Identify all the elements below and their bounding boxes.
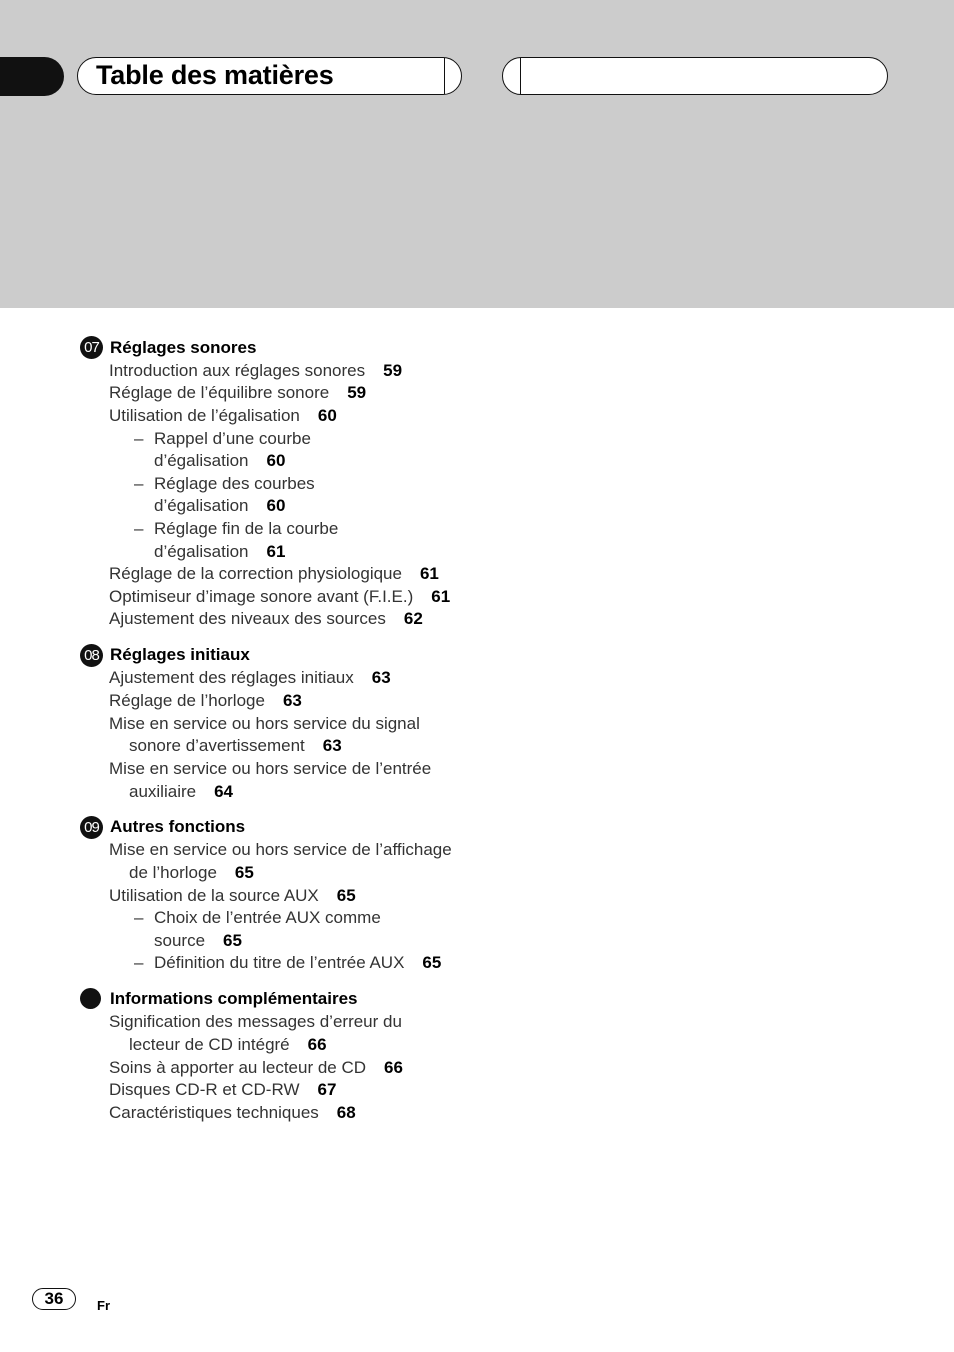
section-number-badge: 09 [80,816,103,839]
toc-entry-page: 60 [266,451,286,470]
toc-entry[interactable] [109,759,431,779]
toc-entry-page: 65 [223,931,242,950]
toc-entry-text: Caractéristiques techniques [109,1103,319,1122]
toc-entry-text: Mise en service ou hors service de l’affichage [109,840,452,859]
toc-entry-text: d’égalisation [154,451,249,470]
toc-entry-page: 61 [266,542,286,561]
section-title[interactable]: Réglages initiaux [110,645,250,664]
toc-entry-text: de l’horloge [129,863,217,882]
toc-entry-text: Mise en service ou hors service de l’entrée [109,759,432,778]
toc-entry-text: Rappel d’une courbe [154,429,311,448]
toc-entry-text: Mise en service ou hors service du signal [109,714,420,733]
toc-sub-entry-cont[interactable] [154,451,285,471]
toc-entry-text: lecteur de CD intégré [129,1035,290,1054]
toc-entry-page: 64 [214,782,234,801]
sub-entry-dash: – [134,908,144,927]
toc-entry[interactable] [109,361,402,381]
page-number: 36 [32,1288,76,1310]
toc-entry-page: 66 [384,1058,403,1077]
toc-entry[interactable] [109,691,302,711]
toc-entry-cont[interactable] [129,736,342,756]
toc-entry-page: 59 [347,383,367,402]
sub-entry-dash: – [134,519,144,538]
toc-entry-text: Signification des messages d’erreur du [109,1012,402,1031]
toc-entry-text: Réglage de l’équilibre sonore [109,383,330,402]
toc-entry-page: 65 [422,953,442,972]
toc-sub-entry-cont[interactable] [154,931,242,951]
toc-entry-text: Utilisation de la source AUX [109,886,319,905]
toc-entry-text: Utilisation de l’égalisation [109,406,300,425]
toc-entry[interactable] [109,1103,356,1123]
toc-entry-text: d’égalisation [154,496,249,515]
toc-entry-page: 60 [317,406,337,425]
toc-entry-text: Introduction aux réglages sonores [109,361,366,380]
toc-entry-text: Optimiseur d’image sonore avant (F.I.E.) [109,587,414,606]
sub-entry-dash: – [134,953,144,972]
toc-entry-text: Disques CD-R et CD-RW [109,1080,300,1099]
toc-entry-text: Réglage des courbes [154,474,315,493]
toc-entry-text: auxiliaire [129,782,197,801]
toc-entry[interactable] [109,1080,336,1100]
sub-entry-dash: – [134,429,144,448]
toc-sub-entry[interactable] [154,519,338,539]
toc-entry-page: 65 [336,886,356,905]
toc-entry-text: Ajustement des réglages initiaux [109,668,354,687]
toc-sub-entry[interactable] [154,474,315,494]
toc-entry-text: d’égalisation [154,542,249,561]
toc-entry[interactable] [109,714,420,734]
toc-entry-cont[interactable] [129,1035,327,1055]
toc-entry-text: Réglage de l’horloge [109,691,265,710]
toc-entry[interactable] [109,587,450,607]
toc-entry-page: 63 [322,736,342,755]
toc-entry-page: 63 [371,668,391,687]
language-code: Fr [97,1298,110,1313]
toc-entry[interactable] [109,1058,403,1078]
toc-sub-entry-cont[interactable] [154,496,285,516]
toc-entry[interactable] [109,886,356,906]
toc-entry-page: 61 [431,587,451,606]
toc-entry-text: sonore d’avertissement [129,736,305,755]
toc-sub-entry[interactable] [154,429,311,449]
toc-sub-entry[interactable] [154,953,441,973]
sub-entry-dash: – [134,474,144,493]
toc-entry[interactable] [109,1012,402,1032]
toc-entry-text: source [154,931,206,950]
toc-entry-page: 60 [266,496,286,515]
toc-entry[interactable] [109,668,391,688]
toc-entry-page: 66 [307,1035,327,1054]
toc-entry-page: 63 [282,691,302,710]
toc-entry[interactable] [109,383,366,403]
section-title[interactable]: Informations complémentaires [110,989,358,1008]
toc-entry-page: 65 [234,863,254,882]
toc-sub-entry-cont[interactable] [154,542,285,562]
toc-entry-page: 68 [336,1103,356,1122]
page-title: Table des matières [96,60,334,90]
toc-entry-text: Soins à apporter au lecteur de CD [109,1058,367,1077]
section-title[interactable]: Réglages sonores [110,338,257,357]
toc-entry-text: Ajustement des niveaux des sources [109,609,386,628]
section-number-badge: 07 [80,336,103,359]
toc-entry[interactable] [109,840,452,860]
toc-entry-page: 61 [419,564,439,583]
toc-entry-text: Réglage fin de la courbe [154,519,339,538]
toc-sub-entry[interactable] [154,908,381,928]
section-bullet-badge [80,988,101,1009]
toc-entry-page: 59 [383,361,403,380]
toc-entry-cont[interactable] [129,863,254,883]
toc-entry[interactable] [109,564,439,584]
toc-entry-page: 62 [403,609,423,628]
toc-entry-text: Réglage de la correction physiologique [109,564,402,583]
toc-entry[interactable] [109,609,423,629]
toc-entry-cont[interactable] [129,782,233,802]
toc-entry[interactable] [109,406,337,426]
section-number-badge: 08 [80,644,103,667]
toc-entry-text: Choix de l’entrée AUX comme [154,908,381,927]
toc-entry-page: 67 [317,1080,337,1099]
section-title[interactable]: Autres fonctions [110,817,246,836]
toc-entry-text: Définition du titre de l’entrée AUX [154,953,405,972]
